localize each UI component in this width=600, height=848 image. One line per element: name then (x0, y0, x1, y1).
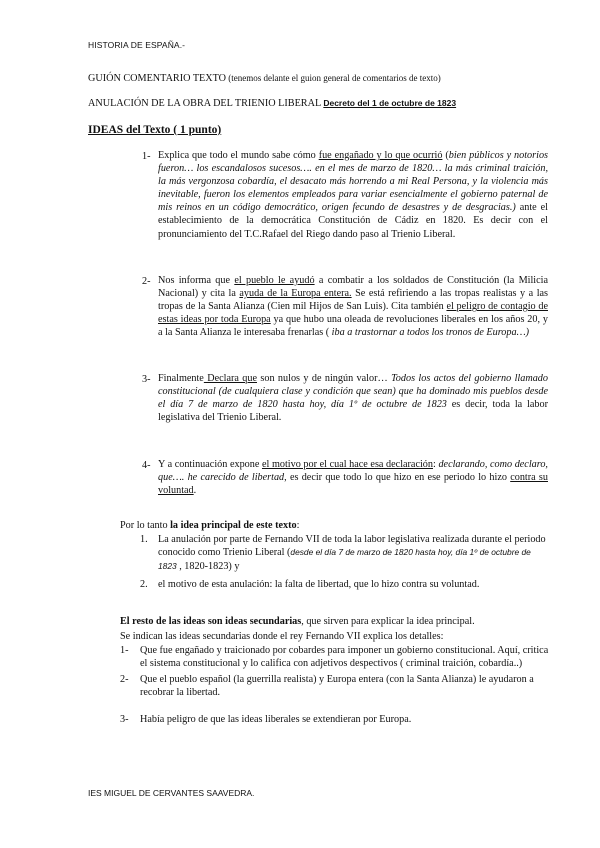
item-3-underline: Declara que (203, 373, 257, 384)
item-2-text-d: ya que hubo una oleada de revoluciones liberales en los años 20, y a la Santa Alianza le interesaba frenarlas ( (158, 314, 548, 339)
item-2-text-b: a combatir a los soldados de Constitución (la Milicia Nacional) y cita la (158, 275, 549, 300)
principal-lead: Por lo tanto (120, 520, 171, 531)
principal-item-2-text: el motivo de esta anulación: la falta de libertad, que lo hizo contra su voluntad. (158, 579, 480, 591)
secundarias-rest: , que sirven para explicar la idea principal. (301, 616, 475, 627)
item-3-number: 3- (142, 374, 151, 385)
secundaria-item-3 (120, 713, 550, 726)
item-2-text-c: Se está refiriendo a las tropas realistas y a las tropas de la Santa Alianza (Cien mil Hijos de San Luis). Cita también (158, 288, 549, 313)
item-4-quote: declarando, como declaro, que…. he carecido de libertad (158, 459, 548, 484)
secundarias-line2: Se indican las ideas secundarias donde el rey Fernando VII explica los detalles: (120, 631, 444, 642)
secundaria-item-2-text: Que el pueblo español (la guerrilla realista) y Europa entera (con la Santa Alianza) le ayudaron a recobrar la libertad. (140, 673, 534, 699)
secundaria-item-3-text: Había peligro de que las ideas liberales se extendieran por Europa. (140, 713, 412, 725)
item-4-text-a: Y a continuación expone (158, 459, 262, 470)
principal-bold: la idea principal de este texto (170, 520, 297, 531)
item-3-text-c: es decir, toda la labor legislativa del Trienio Liberal. (158, 399, 548, 424)
secundarias-bold: El resto de las ideas son ideas secundarias (120, 616, 302, 627)
secundaria-item-1-text: Que fue engañado y traicionado por cobardes para imponer un gobierno constitucional. Aquí, critica el sistema constitucional y lo califica con adjetivos despectivos ( criminal traición, cobardía..) (140, 645, 549, 670)
item-1-underline: fue engañado y lo que ocurrió (318, 150, 443, 161)
principal-item-1-number: 1. (140, 534, 148, 545)
secundaria-item-2 (120, 673, 550, 700)
item-4-underline-b: contra su voluntad (158, 472, 548, 497)
item-3-paragraph (158, 372, 548, 424)
principal-item-2 (120, 578, 550, 591)
principal-list (120, 533, 550, 597)
principal-item-1-text-a: La anulación por parte de Fernando VII de toda la labor legislativa realizada durante el periodo conocido como Trienio Liberal ( (158, 534, 546, 559)
guion-line (88, 72, 441, 85)
page-footer: IES MIGUEL DE CERVANTES SAAVEDRA. (88, 788, 255, 798)
item-1-number: 1- (142, 151, 151, 162)
anulacion-line (88, 97, 456, 110)
decree-date: Decreto del 1 de octubre de 1823 (323, 98, 457, 108)
principal-intro (120, 519, 299, 532)
item-2-paragraph (158, 274, 548, 339)
item-4-paragraph (158, 458, 548, 497)
principal-item-1-dates: desde el día 7 de marzo de 1820 hasta hoy, día 1º de octubre de 1823 (158, 547, 531, 571)
item-3-text-a: Finalmente (158, 373, 204, 384)
principal-item-2-number: 2. (140, 579, 148, 591)
item-1-text-b: ( (442, 150, 449, 161)
secundaria-item-3-number: 3- (120, 713, 129, 725)
item-4-text-d: . (193, 485, 197, 497)
guion-label: GUIÓN COMENTARIO TEXTO (88, 73, 227, 84)
principal-item-1-text-b: , 1820-1823) y (176, 560, 240, 572)
secundarias-intro (120, 615, 475, 628)
anulacion-label: ANULACIÓN DE LA OBRA DEL TRIENIO LIBERAL (88, 98, 321, 109)
ideas-title: IDEAS del Texto ( 1 punto) (88, 124, 222, 136)
secundaria-item-2-number: 2- (120, 673, 129, 685)
item-2-underline-b: ayuda de la Europa entera. (239, 288, 352, 300)
item-3-text-b: son nulos y de ningún valor… (257, 373, 392, 384)
item-1-text-a: Explica que todo el mundo sabe cómo (158, 150, 319, 161)
item-2-text-a: Nos informa que (158, 275, 235, 286)
secundaria-item-1-number: 1- (120, 645, 129, 656)
item-4-underline-a: el motivo por el cual hace esa declaración (261, 459, 433, 470)
item-2-quote: iba a trastornar a todos los tronos de Europa…) (331, 327, 530, 339)
item-2-underline-c: el peligro de contagio de estas ideas por toda Europa (158, 301, 548, 326)
principal-item-1 (120, 533, 550, 573)
principal-colon: : (296, 520, 300, 531)
item-2-underline-a: el pueblo le ayudó (234, 275, 315, 286)
page-header: HISTORIA DE ESPAÑA.- (88, 40, 186, 50)
item-1-paragraph (158, 149, 548, 241)
item-4-text-c: , es decir que todo lo que hizo en ese periodo lo hizo (284, 472, 511, 484)
item-1-quote: bien públicos y notorios fueron… los escandalosos sucesos…. en el mes de marzo de 1820… la más criminal traición, la más vergonzosa cobardía, el desacato más horrendo a mi Real Persona, y la violencia más inevitable, fueron los elementos empleados para variar esencialmente el gobierno paternal de mis reinos en un código democrático, origen fecundo de desastres y de desgracias.) (158, 150, 549, 214)
secundaria-item-1 (120, 644, 550, 671)
secundarias-list (120, 644, 550, 726)
item-4-text-b: : (433, 459, 439, 470)
guion-note: (tenemos delante el guion general de comentarios de texto) (226, 73, 441, 83)
item-1-text-c: ante el establecimiento de la democrática Constitución de Cádiz en 1820. Es decir con el pronunciamiento del T.C.Rafael del Riego dando paso al Trienio Liberal. (158, 202, 548, 240)
item-2-number: 2- (142, 276, 151, 287)
item-4-number: 4- (142, 460, 151, 471)
item-3-quote: Todos los actos del gobierno llamado constitucional (de cualquiera clase y condición que sean) que ha dominado mis pueblos desde el día 7 de marzo de 1820 hasta hoy, día 1º de octubre de 1823 (158, 373, 548, 411)
